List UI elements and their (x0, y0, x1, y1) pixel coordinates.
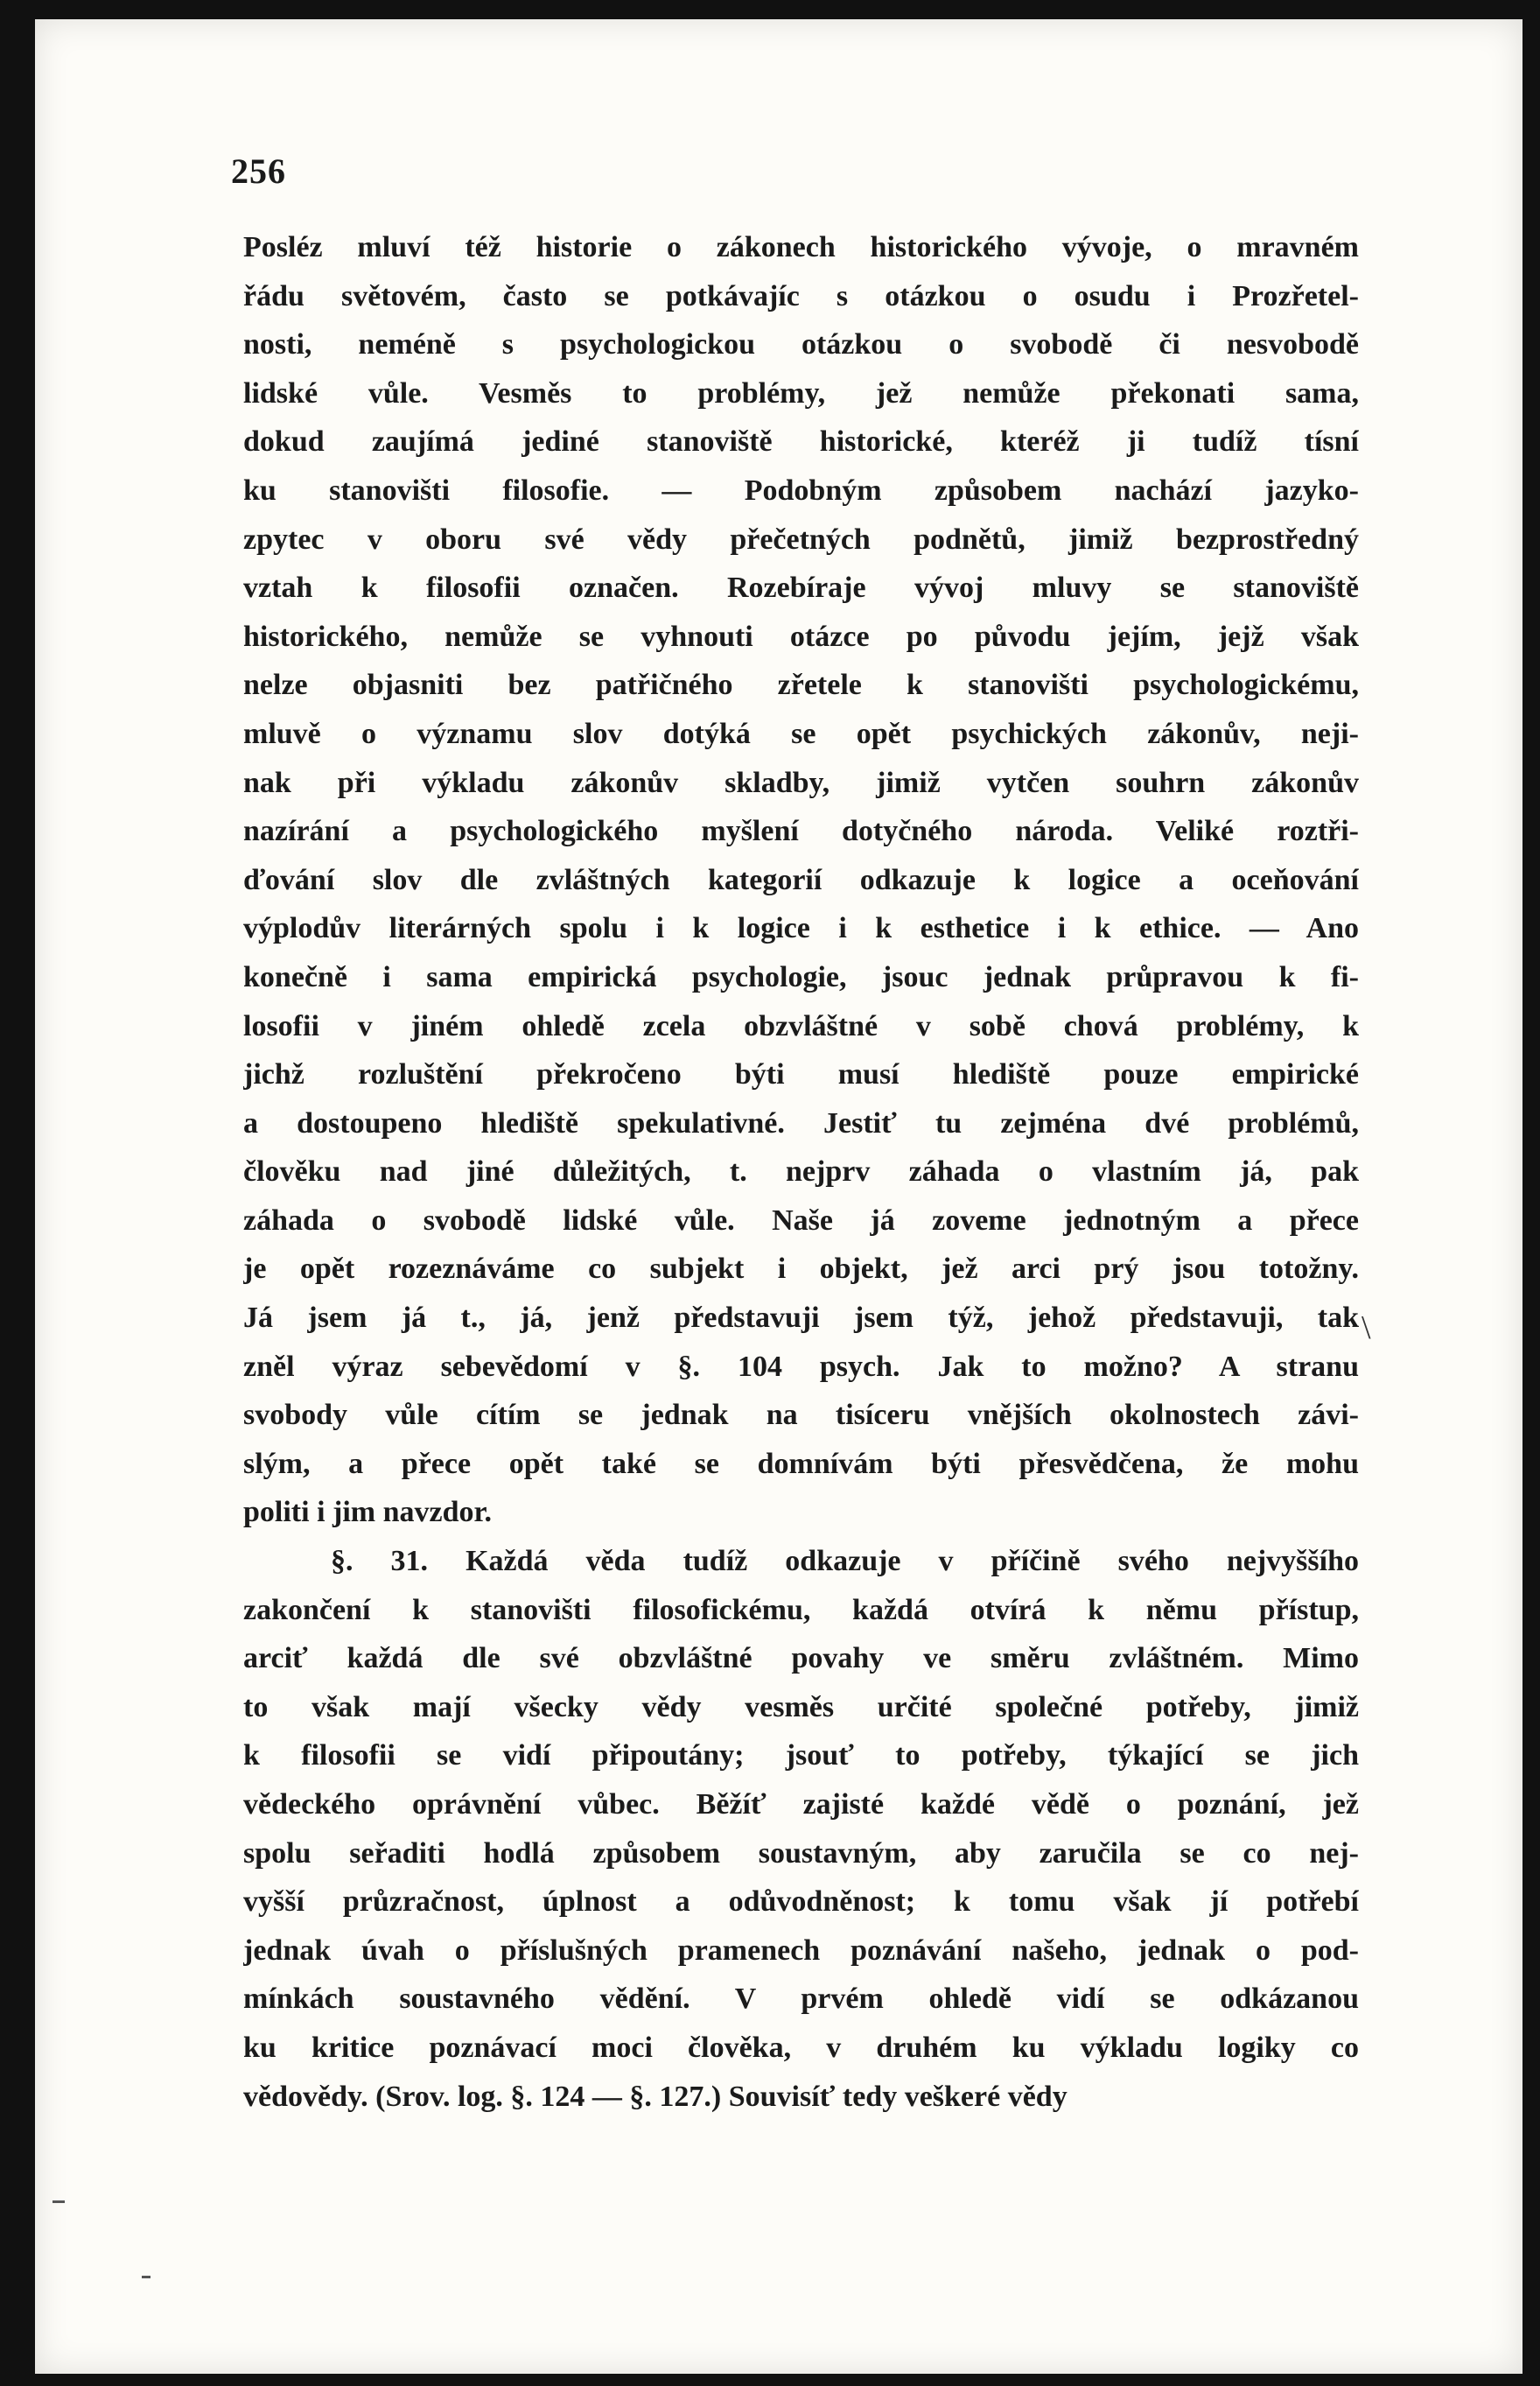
text-line: je opět rozeznáváme co subjekt i objekt, jež arci prý jsou totožny. (243, 1253, 1359, 1286)
text-line: politi i jim navzdor. (243, 1496, 492, 1529)
text-line: spolu seřaditi hodlá způsobem soustavným, aby zaručila se co nej- (243, 1836, 1359, 1870)
text-line: nak při výkladu zákonův skladby, jimiž vytčen souhrn zákonův (243, 766, 1359, 799)
scan-speck (52, 2200, 65, 2203)
text-line: dokud zaujímá jediné stanoviště historické, kteréž ji tudíž tísní (243, 425, 1359, 459)
text-line: a dostoupeno hlediště spekulativné. Jestiť tu zejména dvé problémů, (243, 1106, 1359, 1140)
paragraph-1 (243, 223, 1359, 1537)
text-line: vyšší průzračnost, úplnost a odůvodněnost; k tomu však jí potřebí (243, 1885, 1359, 1919)
page-number: 256 (231, 151, 286, 191)
text-line: lidské vůle. Vesměs to problémy, jež nemůže překonati sama, (243, 376, 1359, 410)
text-line: ku stanovišti filosofie. — Podobným způsobem nachází jazyko- (243, 474, 1359, 507)
text-line: konečně i sama empirická psychologie, jsouc jednak průpravou k fi- (243, 960, 1359, 993)
text-line: zpytec v oboru své vědy přečetných podnětů, jimiž bezprostředný (243, 523, 1359, 556)
text-line: člověku nad jiné důležitých, t. nejprv záhada o vlastním já, pak (243, 1155, 1359, 1189)
margin-mark: \ (1362, 1309, 1371, 1346)
text-line: nazírání a psychologického myšlení dotyčného národa. Veliké roztři- (243, 815, 1359, 848)
text-line: zněl výraz sebevědomí v §. 104 psych. Jak to možno? A stranu (243, 1350, 1359, 1383)
text-line: svobody vůle cítím se jednak na tisíceru vnějších okolnostech závi- (243, 1399, 1359, 1432)
text-line: to však mají všecky vědy vesměs určité společné potřeby, jimiž (243, 1690, 1359, 1723)
text-line: §. 31. Každá věda tudíž odkazuje v příčině svého nejvyššího (331, 1545, 1359, 1578)
body-text (243, 223, 1359, 2121)
text-line: řádu světovém, často se potkávajíc s otázkou o osudu i Prozřetel- (243, 279, 1359, 312)
text-line: arciť každá dle své obzvláštné povahy ve směru zvláštném. Mimo (243, 1642, 1359, 1675)
text-line: záhada o svobodě lidské vůle. Naše já zoveme jednotným a přece (243, 1204, 1359, 1237)
text-line: nosti, neméně s psychologickou otázkou o svobodě či nesvobodě (243, 328, 1359, 361)
text-line: slým, a přece opět také se domnívám býti přesvědčena, že mohu (243, 1447, 1359, 1480)
text-line: Já jsem já t., já, jenž představuji jsem týž, jehož představuji, tak (243, 1302, 1359, 1335)
text-line: losofii v jiném ohledě zcela obzvláštné v sobě chová problémy, k (243, 1009, 1359, 1042)
text-line: mluvě o významu slov dotýká se opět psychických zákonův, neji- (243, 717, 1359, 750)
text-line: jichž rozluštění překročeno býti musí hlediště pouze empirické (243, 1058, 1359, 1091)
scan-speck (142, 2276, 150, 2278)
text-line: zakončení k stanovišti filosofickému, každá otvírá k němu přístup, (243, 1593, 1359, 1626)
text-line: nelze objasniti bez patřičného zřetele k stanovišti psychologickému, (243, 669, 1359, 702)
text-line: historického, nemůže se vyhnouti otázce po původu jejím, jejž však (243, 620, 1359, 653)
text-line: ďování slov dle zvláštných kategorií odkazuje k logice a oceňování (243, 863, 1359, 896)
text-line: k filosofii se vidí připoutány; jsouť to potřeby, týkající se jich (243, 1739, 1359, 1772)
text-line: Posléz mluví též historie o zákonech historického vývoje, o mravném (243, 231, 1359, 263)
text-line: ku kritice poznávací moci člověka, v druhém ku výkladu logiky co (243, 2031, 1359, 2064)
text-line: vědeckého oprávnění vůbec. Běžíť zajisté každé vědě o poznání, jež (243, 1788, 1359, 1821)
text-line: jednak úvah o příslušných pramenech poznávání našeho, jednak o pod- (243, 1933, 1359, 1967)
paragraph-2 (243, 1537, 1359, 2121)
text-line: výplodův literárných spolu i k logice i k esthetice i k ethice. — Ano (243, 912, 1359, 945)
text-line: mínkách soustavného vědění. V prvém ohledě vidí se odkázanou (243, 1982, 1359, 2016)
text-line: vztah k filosofii označen. Rozebíraje vývoj mluvy se stanoviště (243, 572, 1359, 605)
text-line: vědovědy. (Srov. log. §. 124 — §. 127.) Souvisíť tedy veškeré vědy (243, 2080, 1068, 2113)
